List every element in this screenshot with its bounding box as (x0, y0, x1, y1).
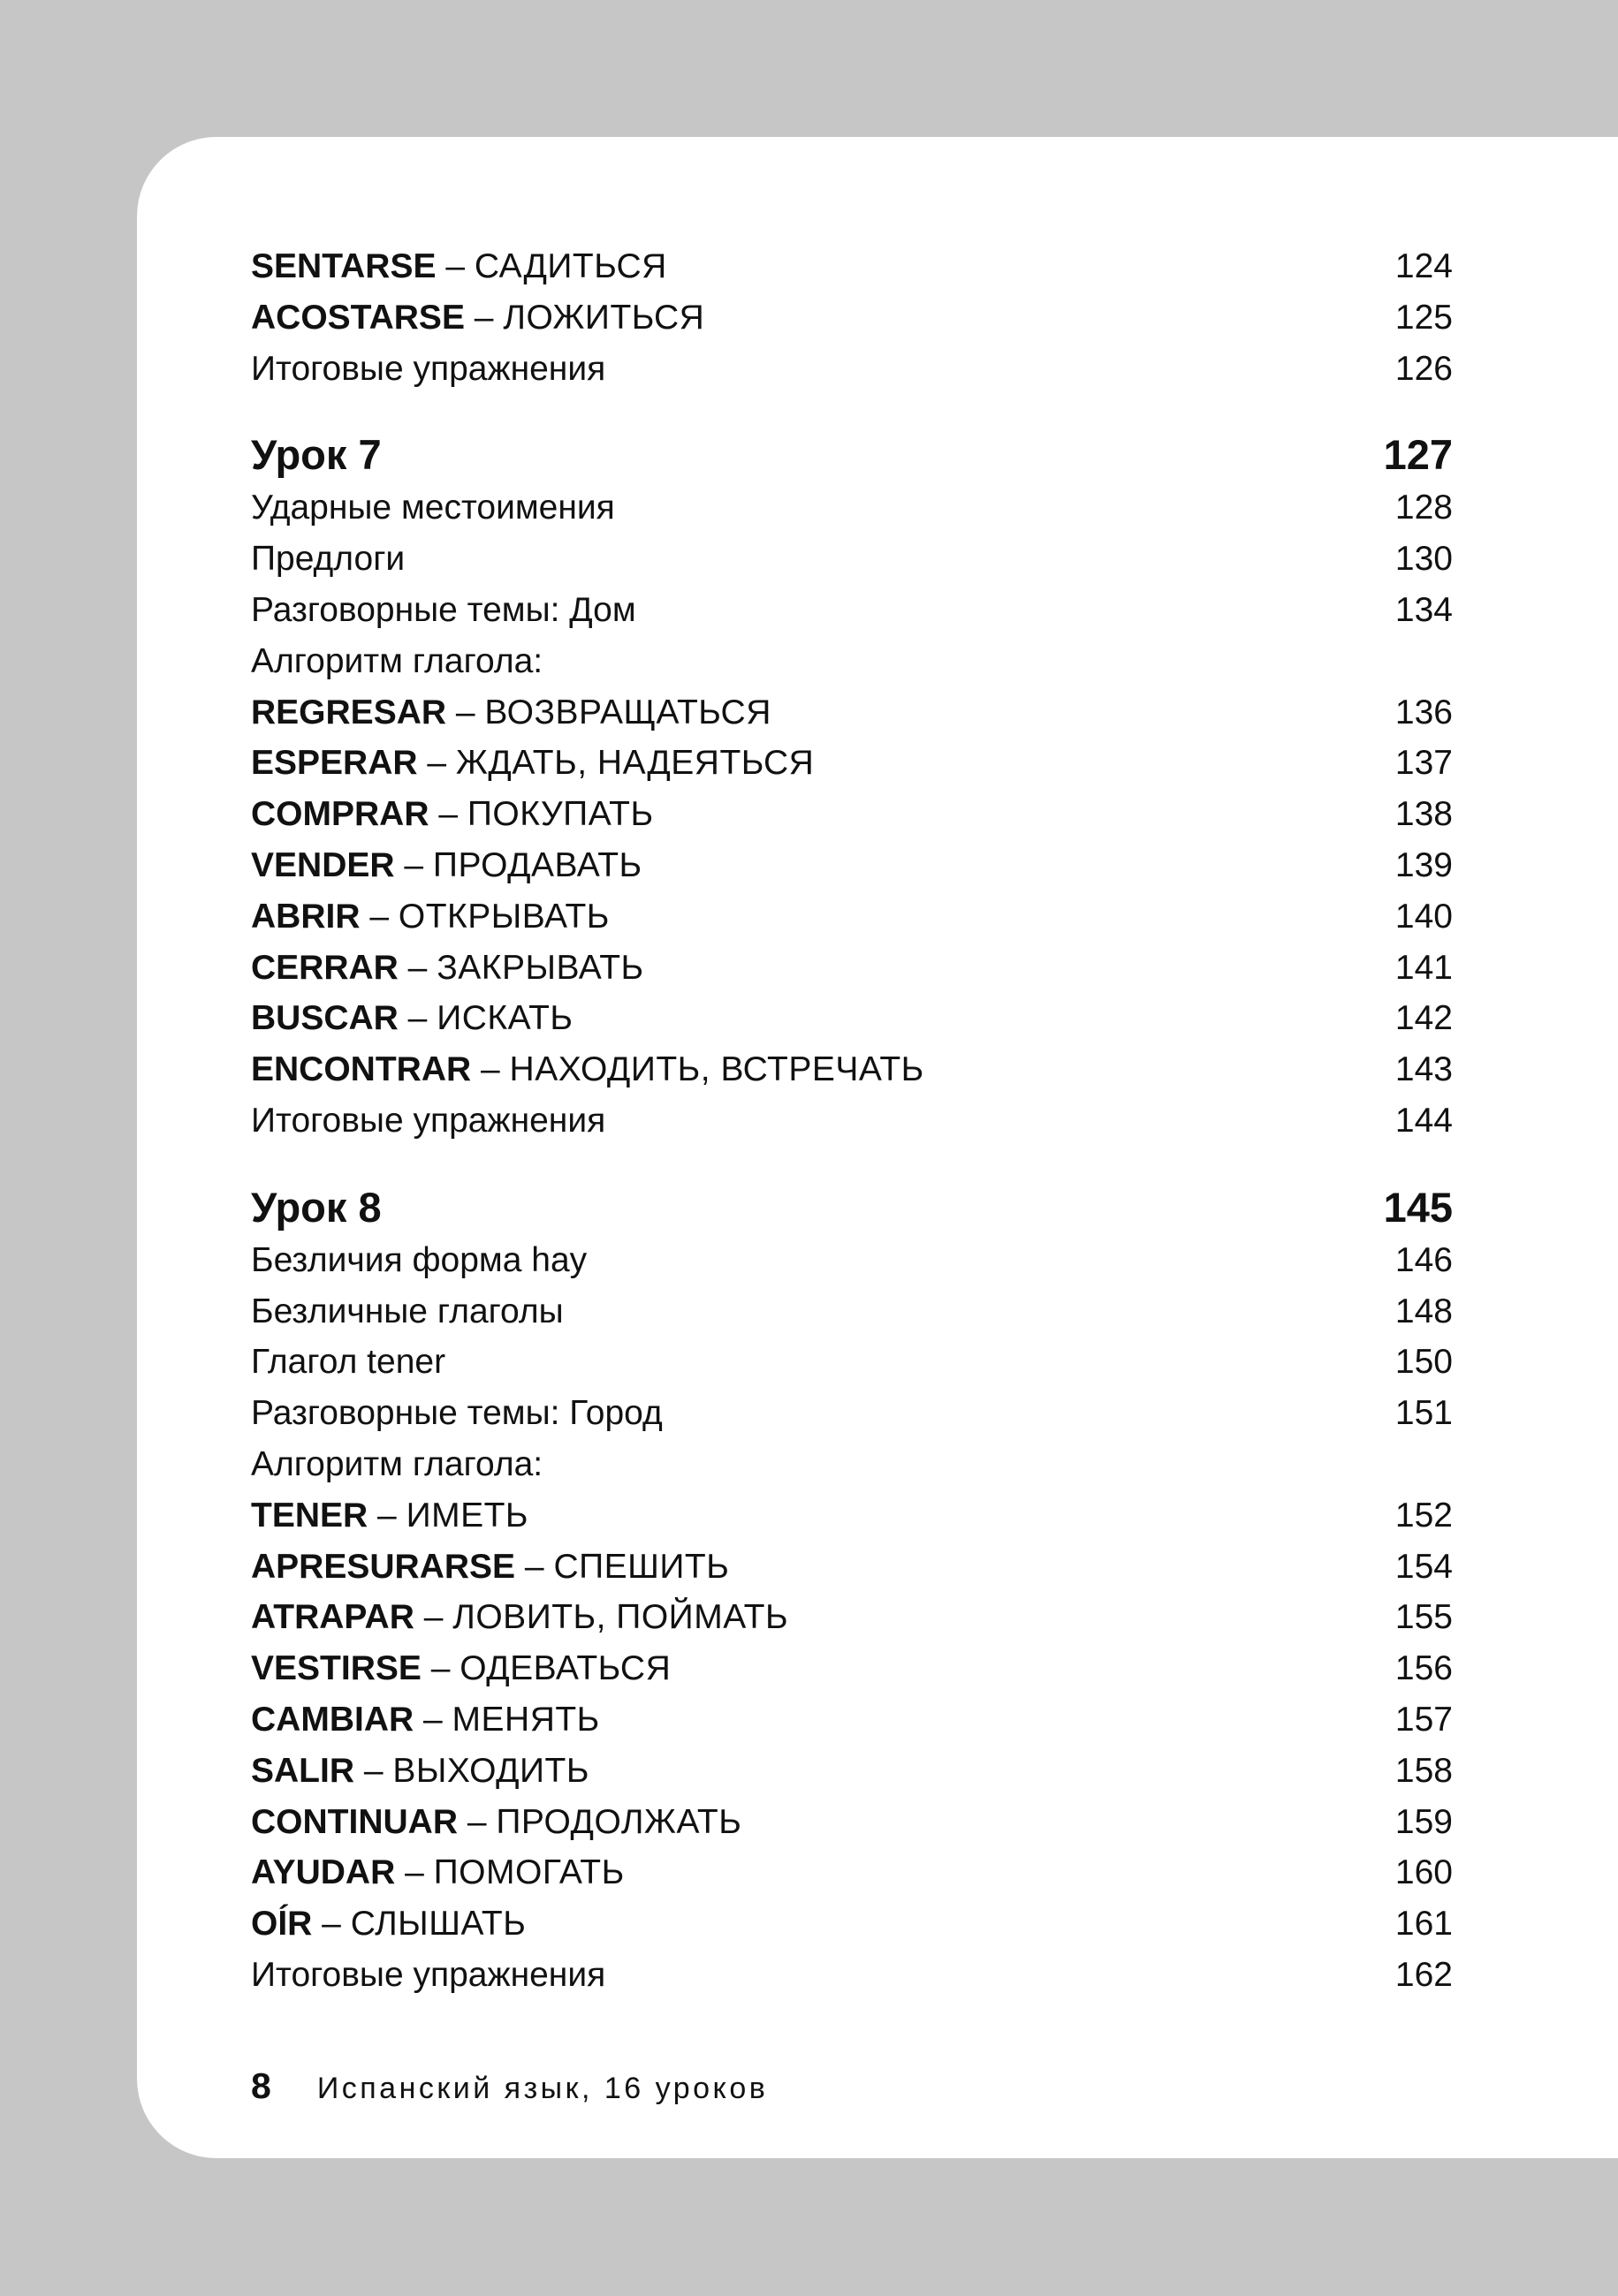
entry-page-number: 156 (1394, 1649, 1453, 1688)
entry-page-number: 159 (1394, 1802, 1453, 1841)
verb-term: VENDER (251, 845, 395, 884)
entry-page-number: 152 (1394, 1496, 1453, 1534)
verb-term: AYUDAR (251, 1853, 396, 1892)
verb-term: VESTIRSE (251, 1649, 422, 1688)
verb-translation: ИМЕТЬ (406, 1496, 529, 1534)
toc-subheading (251, 1439, 1453, 1490)
entry-page-number: 157 (1394, 1700, 1453, 1739)
entry-label: Ударные местоимения (251, 489, 615, 527)
toc-entry-verb[interactable] (251, 840, 1453, 891)
verb-term: ESPERAR (251, 744, 418, 783)
verb-translation: НАХОДИТЬ, ВСТРЕЧАТЬ (509, 1050, 924, 1089)
entry-page-number: 148 (1394, 1292, 1453, 1330)
entry-label (251, 1847, 625, 1898)
entry-label (251, 241, 667, 292)
entry-label (251, 1542, 729, 1593)
entry-page-number: 155 (1394, 1598, 1453, 1637)
lesson-8-heading[interactable] (251, 1180, 1453, 1235)
verb-translation: ПОКУПАТЬ (467, 795, 654, 834)
entry-page-number: 130 (1394, 540, 1453, 579)
toc-entry-verb[interactable] (251, 1746, 1453, 1797)
entry-label (251, 687, 771, 739)
lesson-page-number: 127 (1383, 431, 1453, 479)
entry-label: Итоговые упражнения (251, 349, 606, 388)
entry-page-number: 125 (1394, 298, 1453, 337)
entry-label (251, 993, 574, 1044)
toc-entry[interactable] (251, 1286, 1453, 1337)
verb-term: ACOSTARSE (251, 298, 465, 337)
entry-page-number: 143 (1394, 1050, 1453, 1089)
entry-label (251, 1490, 528, 1542)
entry-label (251, 1797, 741, 1848)
entry-page-number: 161 (1394, 1905, 1453, 1944)
entry-page-number: 162 (1394, 1955, 1453, 1994)
verb-translation: ПРОДАВАТЬ (432, 845, 642, 884)
separator: – (414, 1598, 453, 1637)
separator: – (360, 897, 399, 936)
toc-entry-verb[interactable] (251, 738, 1453, 789)
separator: – (457, 1802, 497, 1841)
separator: – (414, 1700, 452, 1739)
toc-entry[interactable] (251, 482, 1453, 534)
toc-entry-final-exercises[interactable] (251, 344, 1453, 395)
verb-translation: СПЕШИТЬ (553, 1547, 730, 1586)
toc-entry-verb[interactable] (251, 1898, 1453, 1950)
toc-entry[interactable] (251, 1235, 1453, 1286)
entry-page-number: 160 (1394, 1853, 1453, 1892)
entry-label: Итоговые упражнения (251, 1955, 606, 1994)
entry-label: Разговорные темы: Город (251, 1394, 663, 1433)
entry-label: Разговорные темы: Дом (251, 590, 636, 629)
entry-page-number: 146 (1394, 1240, 1453, 1279)
entry-label (251, 943, 644, 994)
toc-entry-verb[interactable] (251, 891, 1453, 943)
separator: – (394, 845, 433, 884)
toc-entry-verb[interactable] (251, 1797, 1453, 1848)
entry-label (251, 789, 654, 840)
verb-translation: ЛОЖИТЬСЯ (503, 298, 705, 337)
entry-page-number: 138 (1394, 795, 1453, 834)
entry-label: Алгоритм глагола: (251, 641, 543, 680)
separator: – (354, 1751, 393, 1790)
entry-page-number: 134 (1394, 590, 1453, 629)
running-title: Испанский язык, 16 уроков (316, 2072, 769, 2105)
verb-term: CAMBIAR (251, 1700, 414, 1739)
entry-page-number: 150 (1394, 1343, 1453, 1382)
verb-translation: СЛЫШАТЬ (350, 1905, 527, 1944)
entry-page-number: 124 (1394, 247, 1453, 285)
separator: – (368, 1496, 406, 1534)
toc-entry-final-exercises[interactable] (251, 1095, 1453, 1147)
separator: – (446, 693, 485, 731)
toc-entry-verb[interactable] (251, 1044, 1453, 1095)
toc-entry[interactable] (251, 585, 1453, 636)
separator: – (421, 1649, 460, 1688)
entry-label: Предлоги (251, 540, 406, 579)
separator: – (464, 298, 504, 337)
separator: – (471, 1050, 510, 1089)
verb-translation: ЖДАТЬ, НАДЕЯТЬСЯ (455, 744, 815, 783)
verb-translation: ВОЗВРАЩАТЬСЯ (484, 693, 771, 731)
verb-translation: ВЫХОДИТЬ (392, 1751, 589, 1790)
entry-label (251, 891, 610, 943)
verb-translation: ПРОДОЛЖАТЬ (496, 1802, 742, 1841)
separator: – (429, 795, 467, 834)
toc-entry-final-exercises[interactable] (251, 1950, 1453, 2001)
entry-label (251, 1898, 526, 1950)
lesson-7-heading[interactable] (251, 428, 1453, 482)
separator: – (395, 1853, 434, 1892)
entry-page-number: 126 (1394, 349, 1453, 388)
entry-page-number: 154 (1394, 1547, 1453, 1586)
verb-term: CONTINUAR (251, 1802, 458, 1841)
verb-term: SENTARSE (251, 247, 437, 285)
table-of-contents (251, 241, 1453, 2001)
entry-page-number: 142 (1394, 999, 1453, 1038)
toc-entry-acostarse[interactable] (251, 292, 1453, 344)
verb-translation: ЛОВИТЬ, ПОЙМАТЬ (452, 1598, 789, 1637)
entry-page-number: 128 (1394, 489, 1453, 527)
toc-entry-verb[interactable] (251, 993, 1453, 1044)
section-gap (251, 394, 1453, 428)
toc-entry-sentarse[interactable] (251, 241, 1453, 292)
toc-entry-verb[interactable] (251, 1542, 1453, 1593)
toc-entry[interactable] (251, 1337, 1453, 1388)
verb-term: CERRAR (251, 948, 399, 987)
verb-translation: ОДЕВАТЬСЯ (460, 1649, 672, 1688)
verb-term: OÍR (251, 1905, 313, 1944)
toc-entry[interactable] (251, 1388, 1453, 1439)
verb-term: REGRESAR (251, 693, 447, 731)
entry-label (251, 738, 814, 789)
entry-page-number: 137 (1394, 744, 1453, 783)
verb-term: APRESURARSE (251, 1547, 516, 1586)
verb-translation: ЗАКРЫВАТЬ (437, 948, 644, 987)
toc-entry-verb[interactable] (251, 1847, 1453, 1898)
toc-entry-verb[interactable] (251, 943, 1453, 994)
separator: – (417, 744, 456, 783)
entry-label (251, 840, 642, 891)
entry-label (251, 1746, 589, 1797)
entry-label (251, 1592, 788, 1643)
entry-page-number: 139 (1394, 845, 1453, 884)
entry-page-number: 158 (1394, 1751, 1453, 1790)
entry-label: Алгоритм глагола: (251, 1444, 543, 1483)
lesson-title: Урок 7 (251, 431, 382, 479)
verb-translation: ИСКАТЬ (437, 999, 574, 1038)
toc-entry-verb[interactable] (251, 1694, 1453, 1746)
separator: – (398, 948, 437, 987)
verb-term: ABRIR (251, 897, 361, 936)
separator: – (398, 999, 437, 1038)
entry-page-number: 141 (1394, 948, 1453, 987)
toc-subheading (251, 636, 1453, 687)
toc-entry-verb[interactable] (251, 1490, 1453, 1542)
verb-term: ENCONTRAR (251, 1050, 472, 1089)
verb-translation: САДИТЬСЯ (474, 247, 667, 285)
entry-label (251, 292, 704, 344)
verb-term: BUSCAR (251, 999, 399, 1038)
toc-entry-verb[interactable] (251, 789, 1453, 840)
verb-term: TENER (251, 1496, 368, 1534)
entry-label (251, 1643, 671, 1694)
entry-label: Итоговые упражнения (251, 1101, 606, 1140)
entry-page-number: 151 (1394, 1394, 1453, 1433)
toc-entry-verb[interactable] (251, 1592, 1453, 1643)
entry-label: Безличные глаголы (251, 1292, 564, 1330)
page-footer (251, 2065, 768, 2107)
folio-page-number: 8 (251, 2065, 271, 2106)
lesson-page-number: 145 (1383, 1183, 1453, 1231)
toc-entry-verb[interactable] (251, 1643, 1453, 1694)
lesson-title: Урок 8 (251, 1183, 382, 1231)
verb-term: SALIR (251, 1751, 354, 1790)
entry-page-number: 140 (1394, 897, 1453, 936)
separator: – (515, 1547, 554, 1586)
entry-label (251, 1044, 924, 1095)
toc-entry-verb[interactable] (251, 687, 1453, 739)
entry-label: Глагол tener (251, 1343, 446, 1382)
toc-entry[interactable] (251, 534, 1453, 585)
separator: – (436, 247, 475, 285)
entry-page-number: 144 (1394, 1101, 1453, 1140)
verb-translation: МЕНЯТЬ (452, 1700, 600, 1739)
separator: – (312, 1905, 351, 1944)
section-gap (251, 1147, 1453, 1180)
verb-translation: ПОМОГАТЬ (433, 1853, 625, 1892)
entry-page-number: 136 (1394, 693, 1453, 731)
verb-translation: ОТКРЫВАТЬ (398, 897, 610, 936)
entry-label (251, 1694, 600, 1746)
entry-label: Безличия форма hay (251, 1240, 588, 1279)
verb-term: ATRAPAR (251, 1598, 414, 1637)
verb-term: COMPRAR (251, 795, 429, 834)
